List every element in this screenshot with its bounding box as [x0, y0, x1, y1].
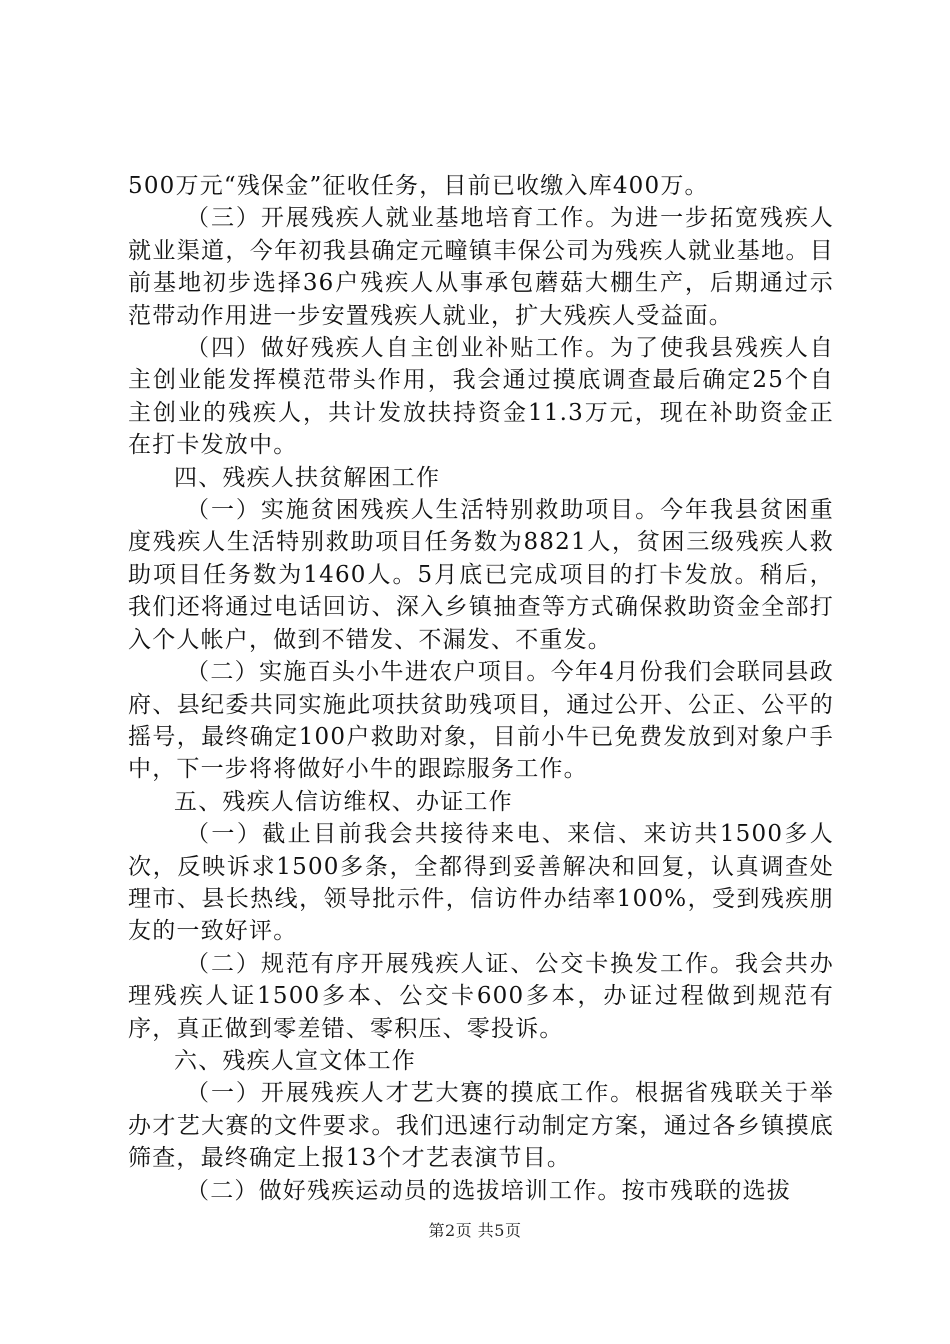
- paragraph-employment-base: （三）开展残疾人就业基地培育工作。为进一步拓宽残疾人就业渠道，今年初我县确定元疃镇丰保公司为残疾人就业基地。目前基地初步选择36户残疾人从事承包蘑菇大棚生产，后期通过示范带动作用进一步安置残疾人就业，扩大残疾人受益面。: [128, 205, 834, 329]
- paragraph-petition-reception: （一）截止目前我会共接待来电、来信、来访共1500多人次，反映诉求1500多条，全都得到妥善解决和回复，认真调查处理市、县长热线，领导批示件，信访件办结率100%，受到残疾朋友的一致好评。: [128, 821, 834, 945]
- paragraph-continuation: 500万元“残保金”征收任务，目前已收缴入库400万。: [128, 173, 709, 199]
- paragraph-talent-contest: （一）开展残疾人才艺大赛的摸底工作。根据省残联关于举办才艺大赛的文件要求。我们迅速行动制定方案，通过各乡镇摸底筛查，最终确定上报13个才艺表演节目。: [128, 1080, 834, 1172]
- paragraph-card-issuance: （二）规范有序开展残疾人证、公交卡换发工作。我会共办理残疾人证1500多本、公交卡600多本，办证过程做到规范有序，真正做到零差错、零积压、零投诉。: [128, 950, 834, 1042]
- paragraph-special-relief: （一）实施贫困残疾人生活特别救助项目。今年我县贫困重度残疾人生活特别救助项目任务数为8821人，贫困三级残疾人救助项目任务数为1460人。5月底已完成项目的打卡发放。稍后，我们还将通过电话回访、深入乡镇抽查等方式确保救助资金全部打入个人帐户，做到不错发、不漏发、不重发。: [128, 497, 834, 653]
- section-heading-petition: 五、残疾人信访维权、办证工作: [174, 788, 513, 815]
- paragraph-startup-subsidy: （四）做好残疾人自主创业补贴工作。为了使我县残疾人自主创业能发挥模范带头作用，我会通过摸底调查最后确定25个自主创业的残疾人，共计发放扶持资金11.3万元，现在补助资金正在打卡发放中。: [128, 335, 834, 459]
- page-number-footer: 第2页 共5页: [428, 1221, 522, 1240]
- paragraph-calf-project: （二）实施百头小牛进农户项目。今年4月份我们会联同县政府、县纪委共同实施此项扶贫助残项目，通过公开、公正、公平的摇号，最终确定100户救助对象，目前小牛已免费发放到对象户手中，下一步将将做好小牛的跟踪服务工作。: [128, 659, 834, 783]
- section-heading-poverty: 四、残疾人扶贫解困工作: [174, 464, 441, 491]
- document-body: [128, 170, 834, 1207]
- paragraph-athlete-selection: （二）做好残疾运动员的选拔培训工作。按市残联的选拔: [186, 1177, 791, 1204]
- section-heading-culture: 六、残疾人宣文体工作: [174, 1047, 416, 1074]
